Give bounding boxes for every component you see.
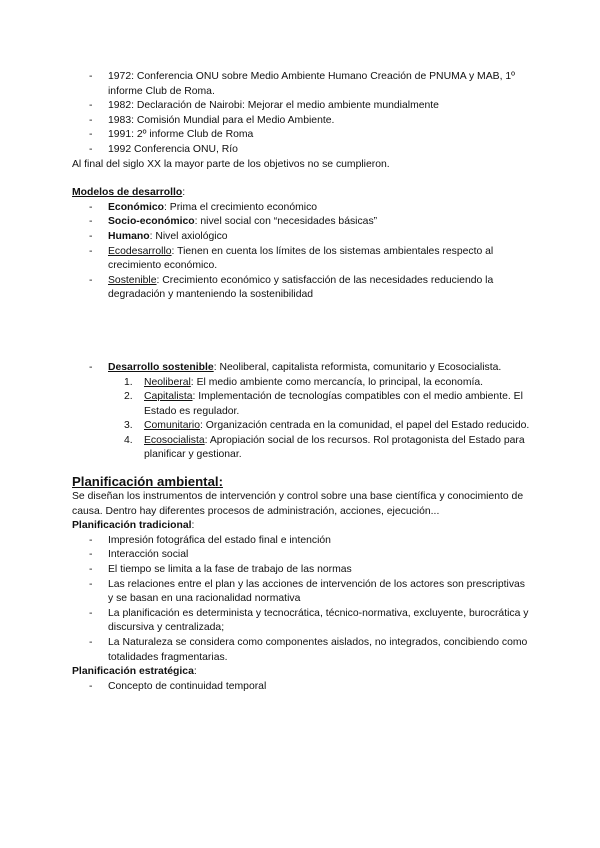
sostenible-item [72,361,532,376]
modelo-term: Socio-económico [108,216,195,228]
tradicional-heading [72,519,532,534]
modelo-term: Económico [108,201,165,213]
tradicional-item: - Interacción social [72,548,532,563]
estrategica-heading-text: Planificación estratégica [72,666,194,678]
subitem-term: Capitalista [144,391,193,403]
modelos-list [72,201,532,303]
subitem-text: : Implementación de tecnologías compatibles con el medio ambiente. El Estado es regulador. [144,391,523,417]
tradicional-item: - Las relaciones entre el plan y las acciones de intervención de los actores son prescriptivas y se basan en una racionalidad normativa [72,578,532,607]
sostenible-subitem [72,390,532,419]
subitem-number: 2. [124,391,133,403]
sostenible-text: : Neoliberal, capitalista reformista, comunitario y Ecosocialista. [213,361,502,373]
modelo-text: : Nivel axiológico [149,230,228,242]
tradicional-item: - La planificación es determinista y tecnocrática, técnico-normativa, excluyente, burocrática y discursiva y centralizada; [72,607,532,636]
estrategica-item: - Concepto de continuidad temporal [72,680,532,695]
modelos-heading-suffix: : [182,187,186,199]
subitem-term: Ecosocialista [144,434,205,446]
sostenible-term: Desarrollo sostenible [108,361,214,373]
document-page [72,70,532,694]
tradicional-item: - La Naturaleza se considera como componentes aislados, no integrados, concibiendo como totalidades fragmentarias. [72,636,532,665]
subitem-number: 4. [124,434,133,446]
timeline-item: - 1992 Conferencia ONU, Río [72,143,532,158]
sostenible-subitem [72,376,532,391]
modelo-term: Ecodesarrollo [108,245,172,257]
modelo-item [72,201,532,216]
subitem-text: : Apropiación social de los recursos. Rol protagonista del Estado para planificar y gestionar. [144,434,525,461]
modelos-heading [72,186,532,201]
modelo-term: Sostenible [108,274,157,286]
modelo-term: Humano [108,230,150,242]
modelo-item [72,274,532,303]
tradicional-heading-suffix: : [191,520,195,532]
sostenible-subitem [72,419,532,434]
modelo-text: : Prima el crecimiento económico [164,201,318,213]
timeline-item: - 1972: Conferencia ONU sobre Medio Ambiente Humano Creación de PNUMA y MAB, 1º informe Club de Roma. [72,70,532,99]
estrategica-list [72,680,532,695]
planificacion-heading: Planificación ambiental: [72,474,223,490]
subitem-number: 1. [124,376,133,388]
timeline-list [72,70,532,158]
subitem-number: 3. [124,420,133,432]
timeline-item: - 1982: Declaración de Nairobi: Mejorar el medio ambiente mundialmente [72,99,532,114]
modelo-text: : Crecimiento económico y satisfacción de las necesidades reduciendo la degradación y manteniendo la sostenibilidad [108,274,494,301]
timeline-item: - 1991: 2º informe Club de Roma [72,128,532,143]
subitem-term: Comunitario [144,420,201,432]
subitem-text: : Organización centrada en la comunidad, el papel del Estado reducido. [200,420,530,432]
timeline-note: Al final del siglo XX la mayor parte de los objetivos no se cumplieron. [72,158,390,170]
sostenible-subitem [72,434,532,463]
modelo-text: : Tienen en cuenta los límites de los sistemas ambientales respecto al crecimiento económico. [108,245,494,272]
modelo-item [72,230,532,245]
estrategica-heading [72,665,532,680]
modelo-text: : nivel social con “necesidades básicas” [194,216,378,228]
estrategica-heading-suffix: : [193,666,197,678]
tradicional-item: - Impresión fotográfica del estado final e intención [72,534,532,549]
modelo-item [72,215,532,230]
timeline-item: - 1983: Comisión Mundial para el Medio Ambiente. [72,114,532,129]
tradicional-list [72,534,532,665]
tradicional-heading-text: Planificación tradicional [72,520,192,532]
subitem-text: : El medio ambiente como mercancía, lo principal, la economía. [190,376,484,388]
modelos-heading-text: Modelos de desarrollo [72,187,183,199]
planificacion-intro: Se diseñan los instrumentos de intervención y control sobre una base científica y conocimiento de causa. Dentro hay diferentes procesos de administración, acciones, ejecución... [72,491,524,517]
modelo-item [72,245,532,274]
sostenible-sublist [72,376,532,464]
subitem-term: Neoliberal [144,376,191,388]
tradicional-item: - El tiempo se limita a la fase de trabajo de las normas [72,563,532,578]
